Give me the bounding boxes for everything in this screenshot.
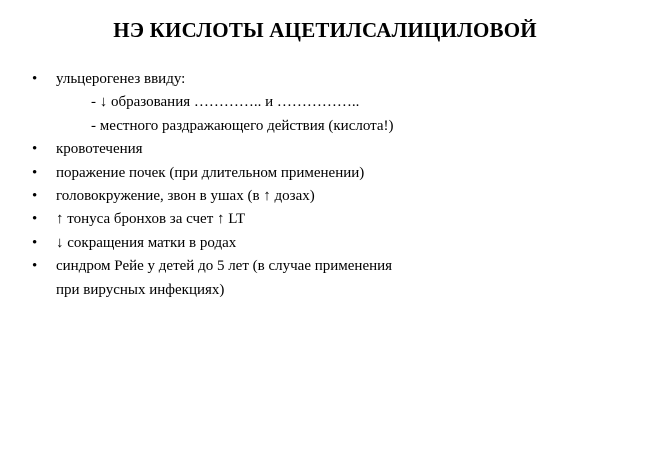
bullet-marker: • [32, 187, 38, 204]
list-item [0, 255, 650, 278]
slide-title: НЭ КИСЛОТЫ АЦЕТИЛСАЛИЦИЛОВОЙ [113, 18, 537, 42]
sub-list-item-text: - местного раздражающего действия (кислота!) [91, 117, 394, 134]
sub-list-item-text: - ↓ образования ………….. и …………….. [91, 94, 360, 111]
list-item-text: головокружение, звон в ушах (в ↑ дозах) [56, 187, 315, 204]
list-item-text: ↑ тонуса бронхов за счет ↑ LT [56, 211, 246, 228]
list-item [0, 68, 650, 91]
sub-list-item [0, 91, 650, 114]
list-item [0, 162, 650, 185]
list-item-text: ульцерогенез ввиду: [56, 71, 186, 87]
bullet-marker: • [32, 211, 38, 228]
list-item [0, 208, 650, 231]
list-item [0, 232, 650, 255]
list-item-text: кровотечения [56, 141, 143, 158]
bullet-marker: • [32, 141, 38, 158]
list-item-continuation [0, 279, 650, 302]
bullet-marker: • [32, 71, 38, 87]
bullet-marker: • [32, 258, 38, 275]
list-item [0, 138, 650, 161]
bullet-marker: • [32, 164, 38, 181]
list-item-text: ↓ сокращения матки в родах [56, 234, 237, 251]
bullet-marker: • [32, 234, 38, 251]
list-item [0, 185, 650, 208]
sub-list-item [0, 115, 650, 138]
side-effects-list [0, 68, 650, 302]
list-item-text: при вирусных инфекциях) [56, 281, 225, 298]
list-item-text: поражение почек (при длительном применении) [56, 164, 365, 181]
list-item-text: синдром Рейе у детей до 5 лет (в случае применения [56, 258, 393, 275]
